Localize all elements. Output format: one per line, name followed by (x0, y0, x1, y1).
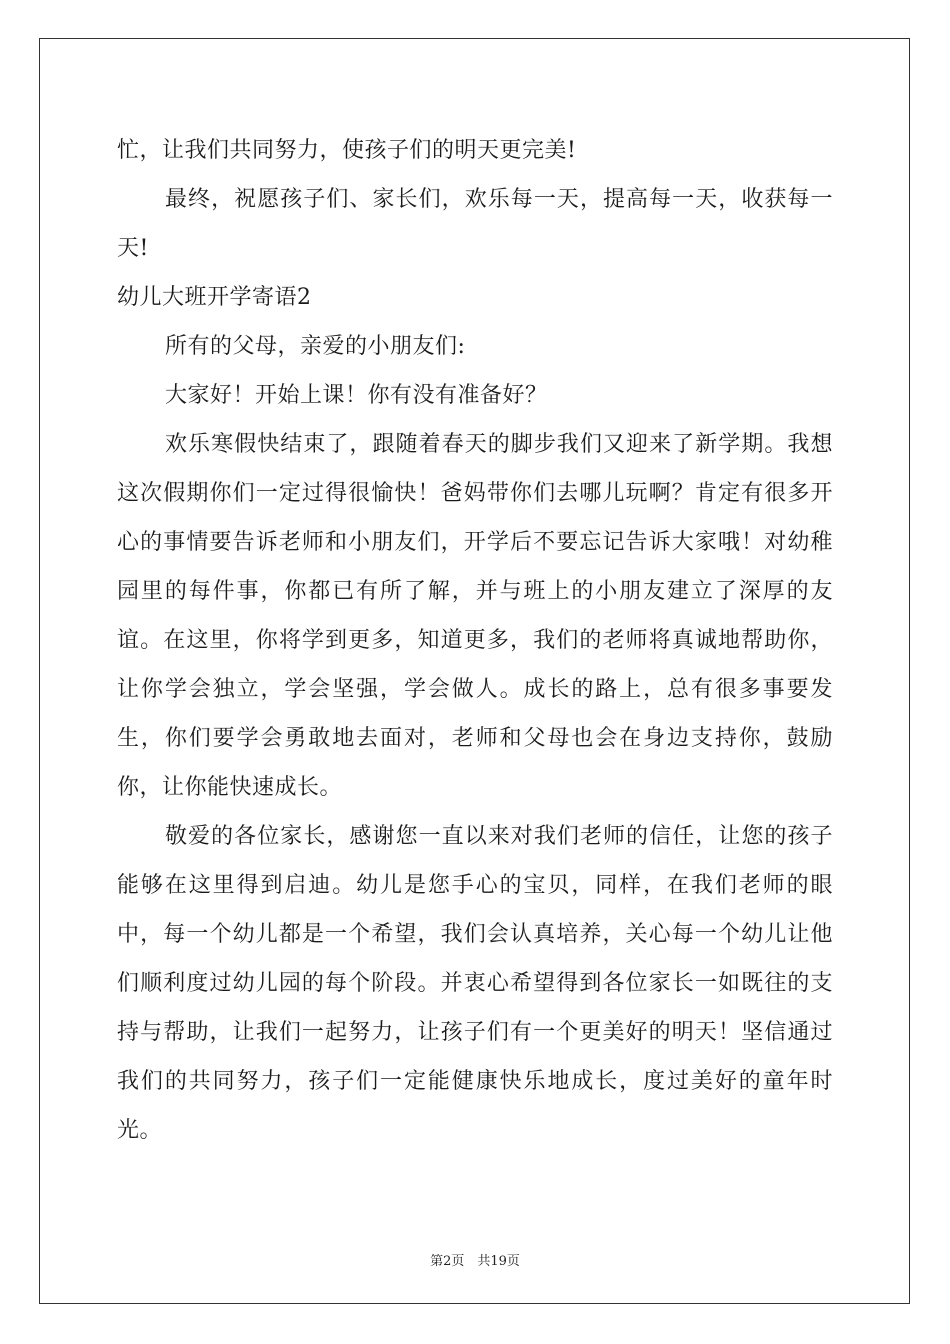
paragraph-closing-wish: 最终，祝愿孩子们、家长们，欢乐每一天，提高每一天，收获每一天! (117, 187, 833, 261)
document-body (117, 126, 833, 1155)
section-title: 幼儿大班开学寄语2 (117, 285, 312, 310)
paragraph-to-parents: 敬爱的各位家长，感谢您一直以来对我们老师的信任，让您的孩子能够在这里得到启迪。幼儿是您手心的宝贝，同样，在我们老师的眼中，每一个幼儿都是一个希望，我们会认真培养，关心每一个幼儿让他们顺利度过幼儿园的每个阶段。并衷心希望得到各位家长一如既往的支持与帮助，让我们一起努力，让孩子们有一个更美好的明天！坚信通过我们的共同努力，孩子们一定能健康快乐地成长，度过美好的童年时光。 (117, 824, 833, 1143)
paragraph-greeting: 大家好！开始上课！你有没有准备好？ (165, 383, 548, 408)
paragraph-continuation: 忙，让我们共同努力，使孩子们的明天更完美! (117, 138, 577, 163)
paragraph-salutation: 所有的父母，亲爱的小朋友们: (165, 334, 466, 359)
page-number-footer: 第2页 共19页 (430, 1254, 520, 1269)
paragraph-to-children: 欢乐寒假快结束了，跟随着春天的脚步我们又迎来了新学期。我想这次假期你们一定过得很愉快！爸妈带你们去哪儿玩啊？肯定有很多开心的事情要告诉老师和小朋友们，开学后不要忘记告诉大家哦！对幼稚园里的每件事，你都已有所了解，并与班上的小朋友建立了深厚的友谊。在这里，你将学到更多，知道更多，我们的老师将真诚地帮助你，让你学会独立，学会坚强，学会做人。成长的路上，总有很多事要发生，你们要学会勇敢地去面对，老师和父母也会在身边支持你，鼓励你，让你能快速成长。 (117, 432, 833, 800)
